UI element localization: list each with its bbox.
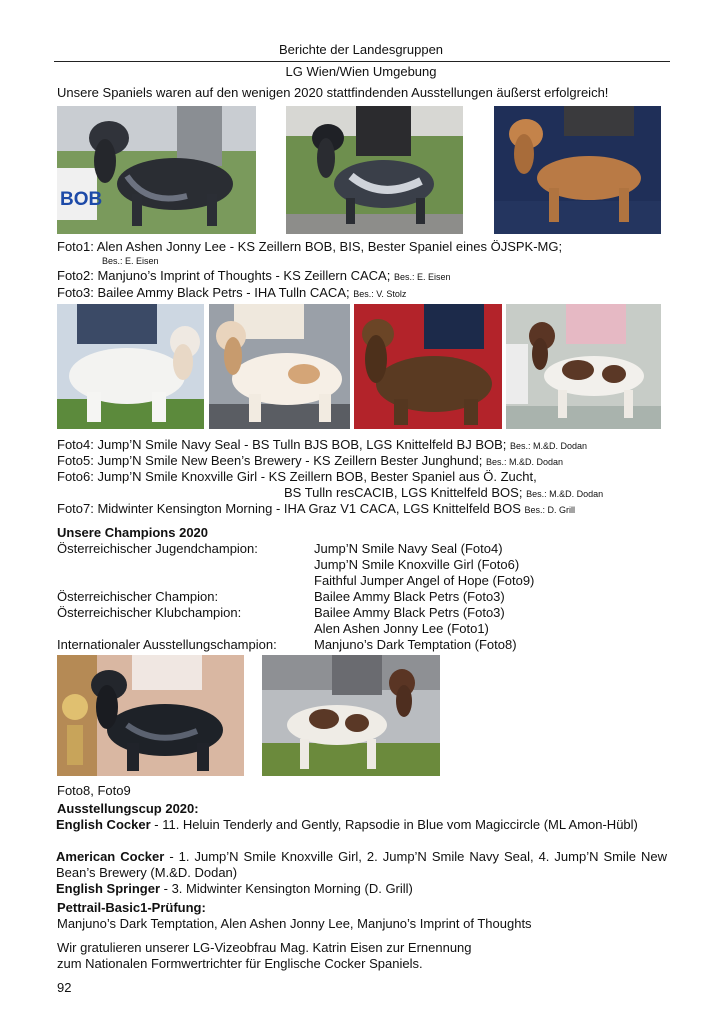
caption-foto8-9: Foto8, Foto9 bbox=[57, 783, 131, 798]
champion-label: Internationaler Ausstellungschampion: bbox=[57, 637, 277, 652]
caption-foto3 bbox=[57, 285, 406, 302]
caption-text: Foto5: Jump’N Smile New Been’s Brewery - KS Zeillern Bester Junghund; bbox=[57, 453, 483, 468]
caption-owner: Bes.: M.&D. Dodan bbox=[485, 457, 564, 467]
cup-result: - 11. Heluin Tenderly and Gently, Rapsodie in Blue vom Magiccircle (ML Amon-Hübl) bbox=[150, 817, 638, 832]
header-rule bbox=[54, 61, 670, 62]
champion-label: Österreichischer Champion: bbox=[57, 589, 219, 604]
photo-4 bbox=[57, 304, 204, 429]
caption-text: Foto7: Midwinter Kensington Morning - IHA Graz V1 CACA, LGS Knittelfeld BOS bbox=[57, 501, 521, 516]
caption-owner: Bes.: M.&D. Dodan bbox=[526, 489, 604, 499]
champion-value: Jump’N Smile Navy Seal (Foto4) bbox=[314, 541, 503, 556]
section-title: Berichte der Landesgruppen bbox=[278, 42, 444, 57]
caption-foto6-cont bbox=[284, 485, 603, 502]
caption-text: Foto2: Manjuno’s Imprint of Thoughts - KS Zeillern CACA; bbox=[57, 268, 391, 283]
champion-label: Österreichischer Jugendchampion: bbox=[57, 541, 258, 556]
photo-7 bbox=[506, 304, 661, 429]
photo-2 bbox=[286, 106, 463, 234]
group-title: LG Wien/Wien Umgebung bbox=[285, 64, 437, 79]
caption-text: BS Tulln resCACIB, LGS Knittelfeld BOS; bbox=[284, 485, 523, 500]
cup-result: - 3. Midwinter Kensington Morning (D. Grill) bbox=[160, 881, 413, 896]
photo-9 bbox=[262, 655, 440, 776]
champion-value: Jump’N Smile Knoxville Girl (Foto6) bbox=[314, 557, 520, 572]
caption-owner: Bes.: V. Stolz bbox=[353, 289, 407, 299]
champion-value: Faithful Jumper Angel of Hope (Foto9) bbox=[314, 573, 535, 588]
photo-6 bbox=[354, 304, 502, 429]
cup-item-american-cocker bbox=[56, 849, 667, 881]
caption-foto4 bbox=[57, 437, 587, 454]
caption-foto6 bbox=[57, 469, 537, 485]
champion-value: Bailee Ammy Black Petrs (Foto3) bbox=[314, 589, 505, 604]
champion-value: Bailee Ammy Black Petrs (Foto3) bbox=[314, 605, 505, 620]
breed-name: English Cocker bbox=[56, 817, 151, 832]
photo-5 bbox=[209, 304, 350, 429]
breed-name: English Springer bbox=[56, 881, 161, 896]
caption-foto5 bbox=[57, 453, 563, 470]
intro-text: Unsere Spaniels waren auf den wenigen 2020 stattfindenden Ausstellungen äußerst erfolgreich! bbox=[57, 85, 609, 100]
caption-foto1-owner: Bes.: E. Eisen bbox=[102, 256, 159, 266]
champion-value: Alen Ashen Jonny Lee (Foto1) bbox=[314, 621, 489, 636]
photo-1 bbox=[57, 106, 256, 234]
champion-value: Manjuno’s Dark Temptation (Foto8) bbox=[314, 637, 517, 652]
congrats-line2: zum Nationalen Formwertrichter für Englische Cocker Spaniels. bbox=[57, 956, 423, 971]
caption-foto7 bbox=[57, 501, 575, 518]
photo-3 bbox=[494, 106, 661, 234]
champion-label: Österreichischer Klubchampion: bbox=[57, 605, 242, 620]
breed-name: American Cocker bbox=[56, 849, 165, 864]
caption-owner: Bes.: M.&D. Dodan bbox=[510, 441, 588, 451]
caption-owner: Bes.: D. Grill bbox=[524, 505, 576, 515]
page-number: 92 bbox=[57, 980, 72, 995]
pettrail-text: Manjuno’s Dark Temptation, Alen Ashen Jonny Lee, Manjuno’s Imprint of Thoughts bbox=[57, 916, 532, 931]
cup-item-english-springer bbox=[56, 881, 667, 897]
caption-text: Foto3: Bailee Ammy Black Petrs - IHA Tulln CACA; bbox=[57, 285, 350, 300]
caption-owner: Bes.: E. Eisen bbox=[393, 272, 451, 282]
cup-result: - 1. Jump’N Smile Knoxville Girl, 2. Jump’N Smile Navy Seal, 4. Jump’N Smile New Bean’s Brewery (M.&D. Dodan) bbox=[56, 849, 667, 880]
caption-foto2 bbox=[57, 268, 451, 285]
cup-heading: Ausstellungscup 2020: bbox=[57, 801, 199, 816]
pettrail-heading: Pettrail-Basic1-Prüfung: bbox=[57, 900, 206, 915]
cup-item-english-cocker bbox=[56, 817, 667, 833]
congrats-line1: Wir gratulieren unserer LG-Vizeobfrau Mag. Katrin Eisen zur Ernennung bbox=[57, 940, 472, 955]
caption-foto1 bbox=[57, 239, 562, 255]
photo-8 bbox=[57, 655, 244, 776]
caption-text: Foto6: Jump’N Smile Knoxville Girl - KS Zeillern BOB, Bester Spaniel aus Ö. Zucht, bbox=[57, 469, 537, 484]
bob-sign: BOB bbox=[60, 189, 103, 210]
champions-heading: Unsere Champions 2020 bbox=[57, 525, 209, 540]
caption-text: Foto1: Alen Ashen Jonny Lee - KS Zeillern BOB, BIS, Bester Spaniel eines ÖJSPK-MG; bbox=[57, 239, 563, 254]
caption-text: Foto4: Jump’N Smile Navy Seal - BS Tulln BJS BOB, LGS Knittelfeld BJ BOB; bbox=[57, 437, 507, 452]
